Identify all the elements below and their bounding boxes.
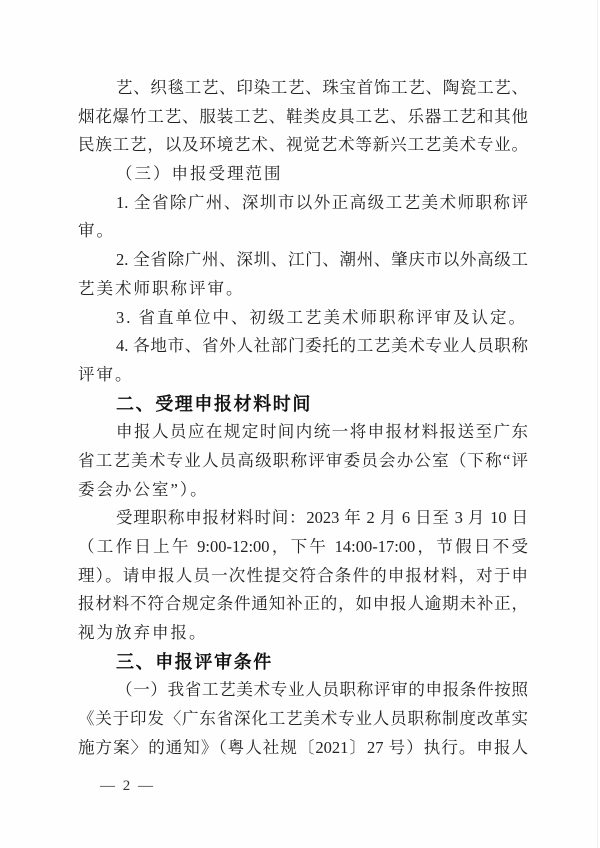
scan-edge-artifact [597,0,598,848]
text-line: 施方案〉的通知》（粤人社规〔2021〕27 号）执行。申报人 [78,737,528,757]
text-line: 视为放弃申报。 [78,623,208,643]
text-line: 受理职称申报材料时间：2023 年 2 月 6 日至 3 月 10 日 [116,508,528,528]
text-line: 艺、织毯工艺、印染工艺、珠宝首饰工艺、陶瓷工艺、 [116,78,528,97]
text-line: 评审。 [78,364,134,384]
text-line: （一）我省工艺美术专业人员职称评审的申报条件按照 [116,680,528,700]
text-line: （工作日上午 9:00-12:00，下午 14:00-17:00，节假日不受 [78,537,528,556]
list-item-line: 2. 全省除广州、深圳、江门、潮州、肇庆市以外高级工 [116,250,528,270]
section-heading: 三、申报评审条件 [116,651,273,672]
list-item-line: 3. 省直单位中、初级工艺美术师职称评审及认定。 [116,307,527,327]
text-line: 艺美术师职称评审。 [78,278,245,298]
text-line: 民族工艺，以及环境艺术、视觉艺术等新兴工艺美术专业。 [78,135,528,155]
list-item-line: 4. 各地市、省外人社部门委托的工艺美术专业人员职称 [116,336,528,356]
document-text-block [78,74,528,763]
text-line: 理）。请申报人员一次性提交符合条件的申报材料，对于申 [78,565,528,585]
text-line: 省工艺美术专业人员高级职称评审委员会办公室（下称“评 [78,450,528,470]
page-number: — 2 — [100,778,155,794]
text-line: 烟花爆竹工艺、服装工艺、鞋类皮具工艺、乐器工艺和其他 [78,106,528,126]
text-line: 《关于印发〈广东省深化工艺美术专业人员职称制度改革实 [78,709,528,729]
list-item-line: 1. 全省除广州、深圳市以外正高级工艺美术师职称评 [116,192,528,212]
text-line: 委会办公室”）。 [78,479,209,499]
section-heading: 二、受理申报材料时间 [116,393,312,414]
text-line: 审。 [78,221,115,241]
subsection-heading: （三）申报受理范围 [116,164,283,184]
text-line: 申报人员应在规定时间内统一将申报材料报送至广东 [116,422,528,442]
text-line: 报材料不符合规定条件通知补正的，如申报人逾期未补正， [78,594,528,614]
